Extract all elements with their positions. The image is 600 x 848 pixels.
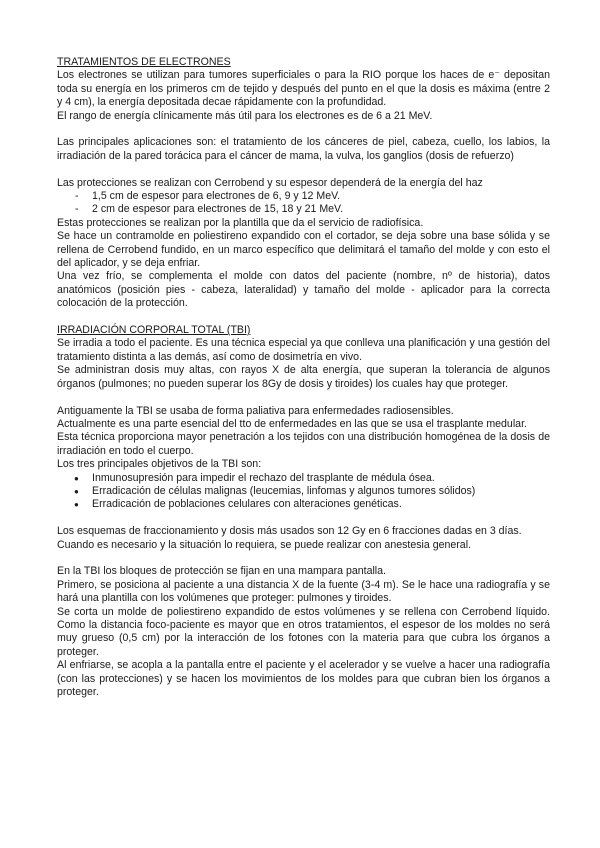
paragraph: Una vez frío, se complementa el molde con datos del paciente (nombre, nº de historia), datos anatómicos (posición pies - cabeza, lateralidad) y tamaño del molde - aplicador para la correcta colocación de la protección. bbox=[57, 270, 550, 310]
paragraph: Los esquemas de fraccionamiento y dosis más usados son 12 Gy en 6 fracciones dadas en 3 días. bbox=[57, 525, 522, 538]
paragraph: Antiguamente la TBI se usaba de forma paliativa para enfermedades radiosensibles. bbox=[57, 404, 454, 417]
paragraph: Las principales aplicaciones son: el tratamiento de los cánceres de piel, cabeza, cuello, los labios, la irradiación de la pared torácica para el cáncer de mama, la vulva, los ganglios (dosis de refuerzo) bbox=[57, 136, 550, 162]
paragraph: Primero, se posiciona al paciente a una distancia X de la fuente (3-4 m). Se le hace una radiografía y se hará una plantilla con los volúmenes que proteger: pulmones y tiroides. bbox=[57, 578, 550, 605]
paragraph: Al enfriarse, se acopla a la pantalla entre el paciente y el acelerador y se vuelve a hacer una radiografía (con las protecciones) y se hacen los movimientos de los moldes para que cubran bien los órganos a proteger. bbox=[57, 659, 550, 698]
heading-electron-treatments: TRATAMIENTOS DE ELECTRONES bbox=[57, 56, 231, 68]
list-item: ● Erradicación de células malignas (leucemias, linfomas y algunos tumores sólidos) bbox=[57, 485, 550, 498]
paragraph: Los tres principales objetivos de la TBI son: bbox=[57, 458, 262, 471]
paragraph: En la TBI los bloques de protección se fijan en una mampara pantalla. bbox=[57, 565, 387, 578]
spacer bbox=[57, 311, 550, 324]
paragraph: Las protecciones se realizan con Cerrobend y su espesor dependerá de la energía del haz bbox=[57, 176, 483, 189]
paragraph: Se administran dosis muy altas, con rayos X de alta energía, que superan la tolerancia de algunos órganos (pulmones; no pueden superar los 8Gy de dosis y tiroides) los cuales hay que proteger. bbox=[57, 364, 550, 390]
spacer bbox=[57, 512, 550, 525]
shielding-thickness-list bbox=[57, 190, 550, 217]
paragraph: Los electrones se utilizan para tumores superficiales o para la RIO porque los haces de e⁻ depositan toda su energía en los primeros cm de tejido y después del punto en el que la dosis es máxima (entre 2 y 4 cm), la energía depositada decae rápidamente con la profundidad. bbox=[57, 69, 550, 109]
spacer bbox=[57, 391, 550, 404]
paragraph: Se hace un contramolde en poliestireno expandido con el cortador, se deja sobre una base sólida y se rellena de Cerrobend fundido, en un marco específico que delimitará el tamaño del molde y con esto el del aplicador, y se deja enfriar. bbox=[57, 230, 550, 270]
heading-total-body-irradiation: IRRADIACIÓN CORPORAL TOTAL (TBI) bbox=[57, 324, 251, 337]
paragraph: Cuando es necesario y la situación lo requiera, se puede realizar con anestesia general. bbox=[57, 538, 471, 551]
paragraph: Esta técnica proporciona mayor penetración a los tejidos con una distribución homogénea de la dosis de irradiación en todo el cuerpo. bbox=[57, 431, 550, 457]
list-item: ● Erradicación de poblaciones celulares con alteraciones genéticas. bbox=[57, 498, 550, 511]
tbi-objectives-list bbox=[57, 472, 550, 512]
paragraph: Actualmente es una parte esencial del tto de enfermedades en las que se usa el trasplante medular. bbox=[57, 417, 527, 430]
paragraph: El rango de energía clínicamente más útil para los electrones es de 6 a 21 MeV. bbox=[57, 109, 433, 122]
paragraph: Se corta un molde de poliestireno expandido de estos volúmenes y se rellena con Cerrobend líquido. Como la distancia foco-paciente es mayor que en otros tratamientos, el espesor de los moldes no será muy grueso (0,5 cm) por la interacción de los fotones con la materia para que cubra los órganos a proteger. bbox=[57, 605, 550, 658]
document-page bbox=[57, 56, 550, 699]
list-item: - 2 cm de espesor para electrones de 15, 18 y 21 MeV. bbox=[57, 203, 550, 216]
spacer bbox=[57, 552, 550, 565]
paragraph: Estas protecciones se realizan por la plantilla que da el servicio de radiofísica. bbox=[57, 216, 424, 229]
list-item: ● Inmunosupresión para impedir el rechazo del trasplante de médula ósea. bbox=[57, 472, 550, 485]
list-item: - 1,5 cm de espesor para electrones de 6, 9 y 12 MeV. bbox=[57, 190, 550, 203]
spacer bbox=[57, 123, 550, 136]
spacer bbox=[57, 163, 550, 176]
paragraph: Se irradia a todo el paciente. Es una técnica especial ya que conlleva una planificación y una gestión del tratamiento distinta a las demás, así como de dosimetría en vivo. bbox=[57, 337, 550, 363]
